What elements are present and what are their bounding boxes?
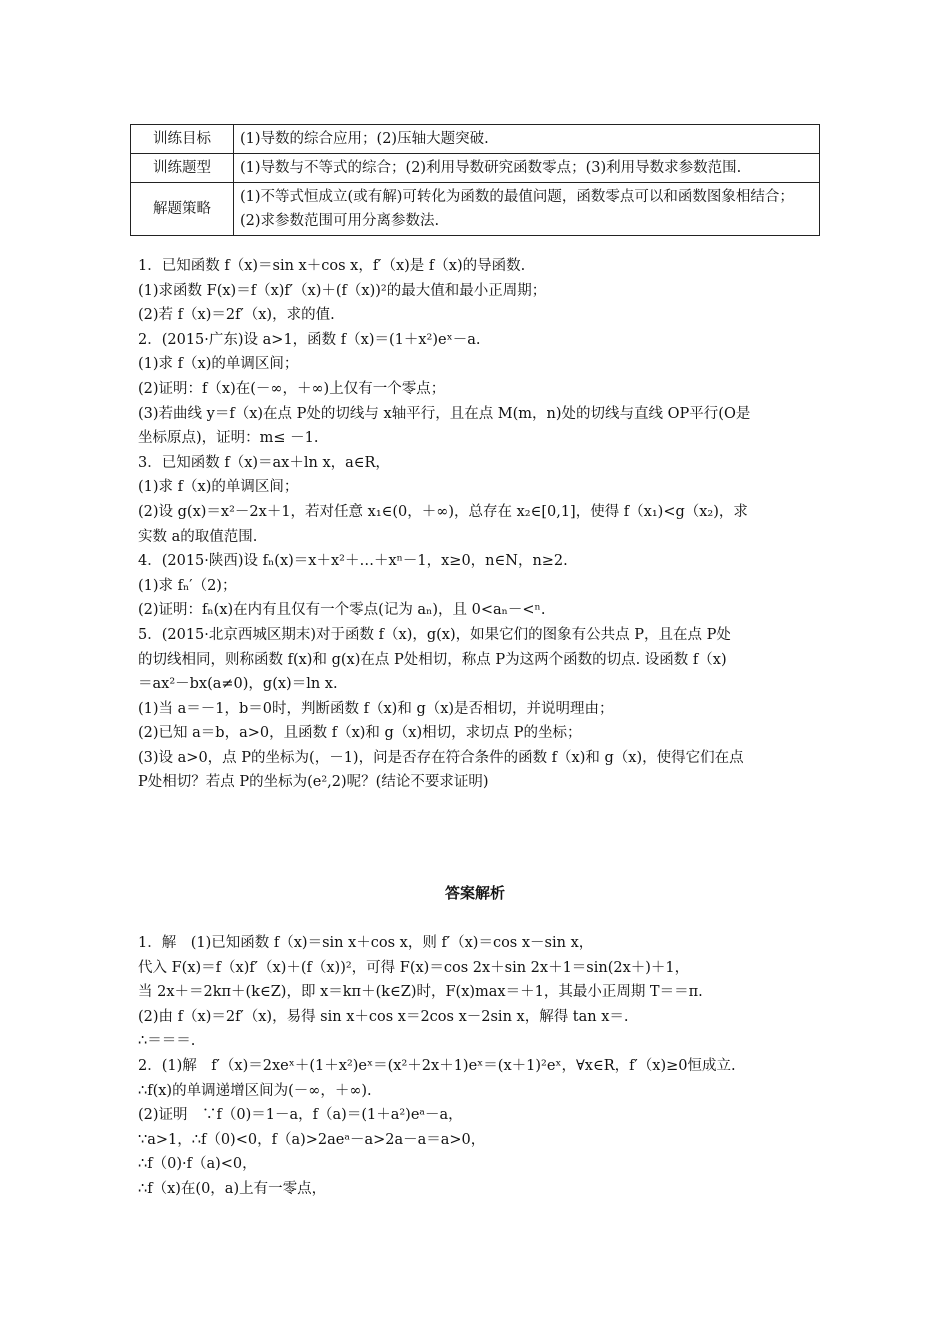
problem-line: 1．已知函数 f（x)＝sin x＋cos x，f′（x)是 f（x)的导函数. [138,258,526,274]
answer-line: 当 2x＋＝2kπ＋(k∈Z)，即 x＝kπ＋(k∈Z)时，F(x)max＝＋1，其最小正周期 T＝＝π. [138,984,703,1001]
answer-line: ∴＝＝＝. [138,1033,196,1050]
problem-line: ＝ax²－bx(a≠0)，g(x)＝ln x. [138,676,338,693]
table-row [131,183,820,236]
answer-list [138,931,838,1202]
problem-line: (2)证明：fₙ(x)在内有且仅有一个零点(记为 aₙ)，且 0<aₙ－<ⁿ. [138,602,546,619]
problem-line: 坐标原点)，证明：m≤ －1. [138,430,319,447]
problem-list [138,254,828,795]
problem-line: (2)设 g(x)＝x²－2x＋1，若对任意 x₁∈(0，＋∞)，总存在 x₂∈[0,1]，使得 f（x₁)<g（x₂)，求 [138,503,748,520]
problem-line: (2)若 f（x)＝2f′（x)，求的值. [138,307,335,324]
row-header-type: 训练题型 [131,154,234,183]
row-header-goal: 训练目标 [131,125,234,154]
problem-line: (1)求函数 F(x)＝f（x)f′（x)＋(f（x))²的最大值和最小正周期； [138,282,547,299]
problem-line: 5．(2015·北京西城区期末)对于函数 f（x)，g(x)，如果它们的图象有公共点 P，且在点 P处 [138,626,731,643]
problem-line: 的切线相同，则称函数 f(x)和 g(x)在点 P处相切，称点 P为这两个函数的切点. 设函数 f（x) [138,651,727,668]
problem-line: P处相切？若点 P的坐标为(e²,2)呢？(结论不要求证明) [138,774,489,791]
training-goals-table [130,124,820,236]
problem-line: (1)求 f（x)的单调区间； [138,479,299,496]
problem-line: (2)证明：f（x)在(－∞，＋∞)上仅有一个零点； [138,380,446,397]
problem-line: (1)求 fₙ′（2)； [138,577,237,594]
problem-line: (3)若曲线 y＝f（x)在点 P处的切线与 x轴平行，且在点 M(m，n)处的切线与直线 OP平行(O是 [138,405,751,422]
answer-line: ∴f（0)·f（a)<0， [138,1156,257,1173]
answer-line: ∴f(x)的单调递增区间为(－∞，＋∞). [138,1082,372,1099]
row-content-strategy: (1)不等式恒成立(或有解)可转化为函数的最值问题，函数零点可以和函数图象相结合；(2)求参数范围可用分离参数法. [234,183,820,236]
answer-line: 2．(1)解 f′（x)＝2xeˣ＋(1＋x²)eˣ＝(x²＋2x＋1)eˣ＝(x＋1)²eˣ，∀x∈R，f′（x)≥0恒成立. [138,1057,736,1074]
row-content-goal: (1)导数的综合应用；(2)压轴大题突破. [234,125,820,154]
problem-line: 3．已知函数 f（x)＝ax＋ln x，a∈R， [138,454,390,471]
table-row [131,125,820,154]
problem-line: (1)当 a＝－1，b＝0时，判断函数 f（x)和 g（x)是否相切，并说明理由； [138,700,614,717]
answer-line: ∴f（x)在(0，a)上有一零点， [138,1180,327,1197]
table-row [131,154,820,183]
answer-line: (2)由 f（x)＝2f′（x)，易得 sin x＋cos x＝2cos x－2sin x，解得 tan x＝. [138,1008,629,1025]
problem-line: 实数 a的取值范围. [138,528,258,545]
row-content-type: (1)导数与不等式的综合；(2)利用导数研究函数零点；(3)利用导数求参数范围. [234,154,820,183]
problem-line: (2)已知 a＝b，a>0，且函数 f（x)和 g（x)相切，求切点 P的坐标； [138,725,582,742]
answer-line: 1．解 (1)已知函数 f（x)＝sin x＋cos x，则 f′（x)＝cos x－sin x， [138,935,594,951]
answers-title: 答案解析 [444,884,505,902]
problem-line: (1)求 f（x)的单调区间； [138,356,299,373]
answer-line: 代入 F(x)＝f（x)f′（x)＋(f（x))²，可得 F(x)＝cos 2x＋sin 2x＋1＝sin(2x＋)＋1， [138,959,690,976]
problem-line: 2．(2015·广东)设 a>1，函数 f（x)＝(1＋x²)eˣ－a. [138,331,481,348]
answer-line: ∵a>1，∴f（0)<0，f（a)>2aeᵃ－a>2a－a＝a>0， [138,1131,486,1148]
problem-line: (3)设 a>0，点 P的坐标为(，－1)，问是否存在符合条件的函数 f（x)和 g（x)，使得它们在点 [138,749,744,766]
answer-line: (2)证明 ∵f（0)＝1－a，f（a)＝(1＋a²)eᵃ－a， [138,1107,463,1124]
problem-line: 4．(2015·陕西)设 fₙ(x)＝x＋x²＋…＋xⁿ－1，x≥0，n∈N，n≥2. [138,553,568,570]
row-header-strategy: 解题策略 [131,183,234,236]
